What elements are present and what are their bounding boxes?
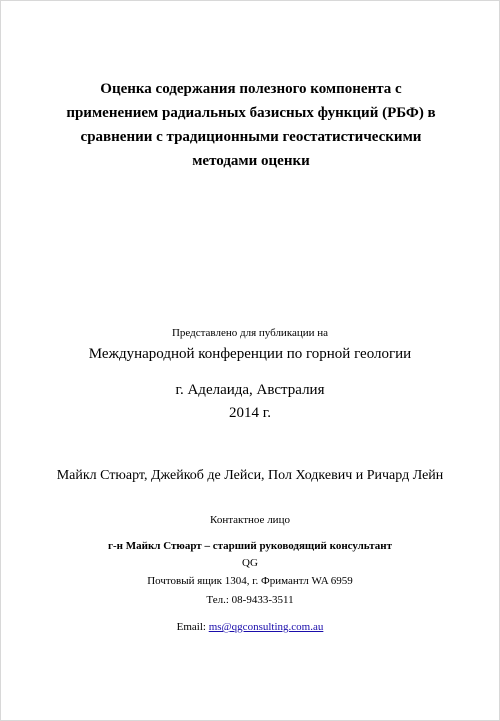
postal-address: Почтовый ящик 1304, г. Фримантл WA 6959 [147, 575, 353, 587]
title-line: методами оценки [192, 153, 310, 169]
contact-label: Контактное лицо [210, 514, 290, 526]
email-line [1, 621, 499, 633]
authors-list: Майкл Стюарт, Джейкоб де Лейси, Пол Ходкевич и Ричард Лейн [56, 468, 444, 483]
email-label: Email: [176, 621, 209, 633]
conference-location: г. Аделаида, Австралия [175, 382, 325, 398]
company-name: QG [242, 557, 258, 569]
contact-name: г-н Майкл Стюарт – старший руководящий консультант [108, 540, 392, 552]
title-line: сравнении с традиционными геостатистическими [80, 129, 422, 145]
title-line: применением радиальных базисных функций (РБФ) в [66, 105, 436, 121]
conference-year: 2014 г. [229, 405, 271, 421]
conference-name: Международной конференции по горной геологии [88, 346, 412, 362]
phone-number: Тел.: 08-9433-3511 [206, 594, 294, 606]
title-line: Оценка содержания полезного компонента с [100, 81, 402, 97]
presented-for-text: Представлено для публикации на [171, 327, 329, 339]
document-title [61, 77, 441, 173]
email-link[interactable]: ms@qgconsulting.com.au [208, 621, 324, 633]
